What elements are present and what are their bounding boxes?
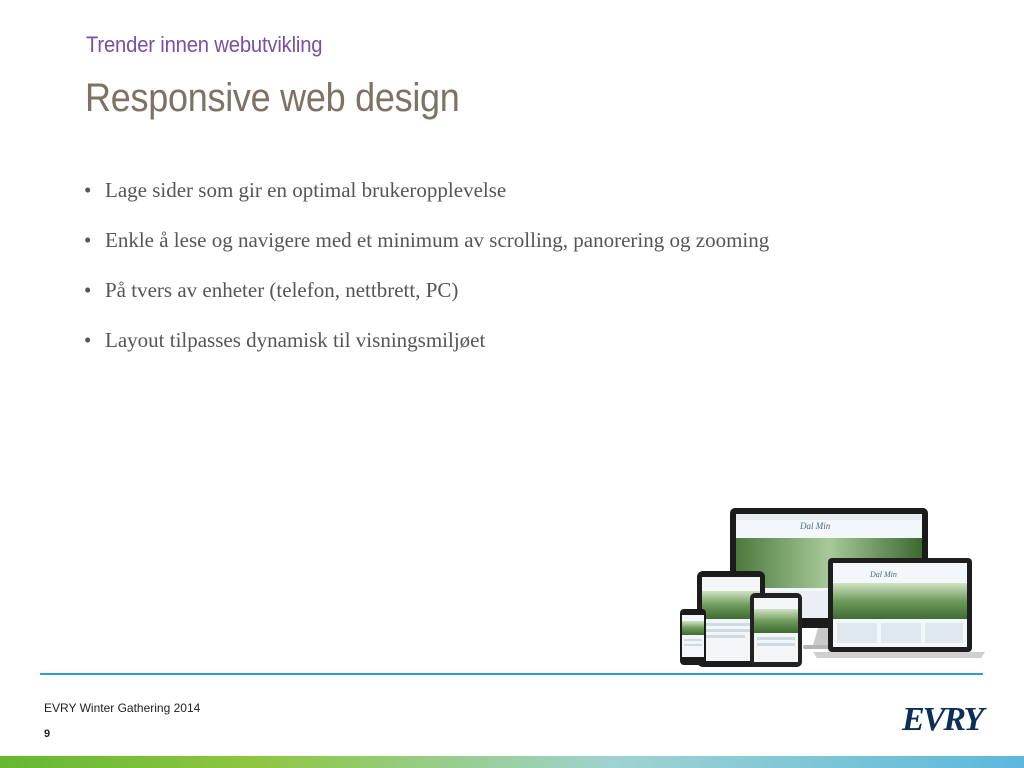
laptop	[813, 558, 985, 658]
bullet-item	[84, 176, 904, 204]
footer-event: EVRY Winter Gathering 2014	[44, 701, 201, 715]
page-number: 9	[44, 728, 51, 740]
evry-logo	[900, 696, 988, 740]
bullet-text: Lage sider som gir en optimal brukeropplevelse	[105, 178, 507, 202]
bullet-dot: •	[84, 328, 92, 352]
bullet-item	[84, 276, 904, 304]
svg-text:EVRY: EVRY	[902, 701, 983, 738]
bullet-text: Enkle å lese og navigere med et minimum av scrolling, panorering og zooming	[105, 228, 770, 252]
bullet-text: På tvers av enheter (telefon, nettbrett, PC)	[105, 278, 459, 302]
phone	[680, 609, 706, 665]
svg-text:Dal Min: Dal Min	[870, 570, 897, 579]
svg-text:Dal Min: Dal Min	[800, 521, 831, 531]
slide-subtitle: Trender innen webutvikling	[86, 32, 323, 57]
bullet-text: Layout tilpasses dynamisk til visningsmiljøet	[105, 328, 486, 352]
bullet-item	[84, 226, 904, 254]
bottom-color-bar	[0, 756, 1024, 768]
footer-rule	[40, 673, 983, 675]
bullet-dot: •	[84, 178, 92, 202]
bullet-dot: •	[84, 228, 92, 252]
bullet-list	[84, 176, 904, 376]
bullet-item	[84, 326, 904, 354]
small-tablet	[750, 593, 802, 667]
bullet-dot: •	[84, 278, 92, 302]
responsive-devices-image	[675, 505, 990, 670]
slide-title: Responsive web design	[85, 76, 460, 120]
